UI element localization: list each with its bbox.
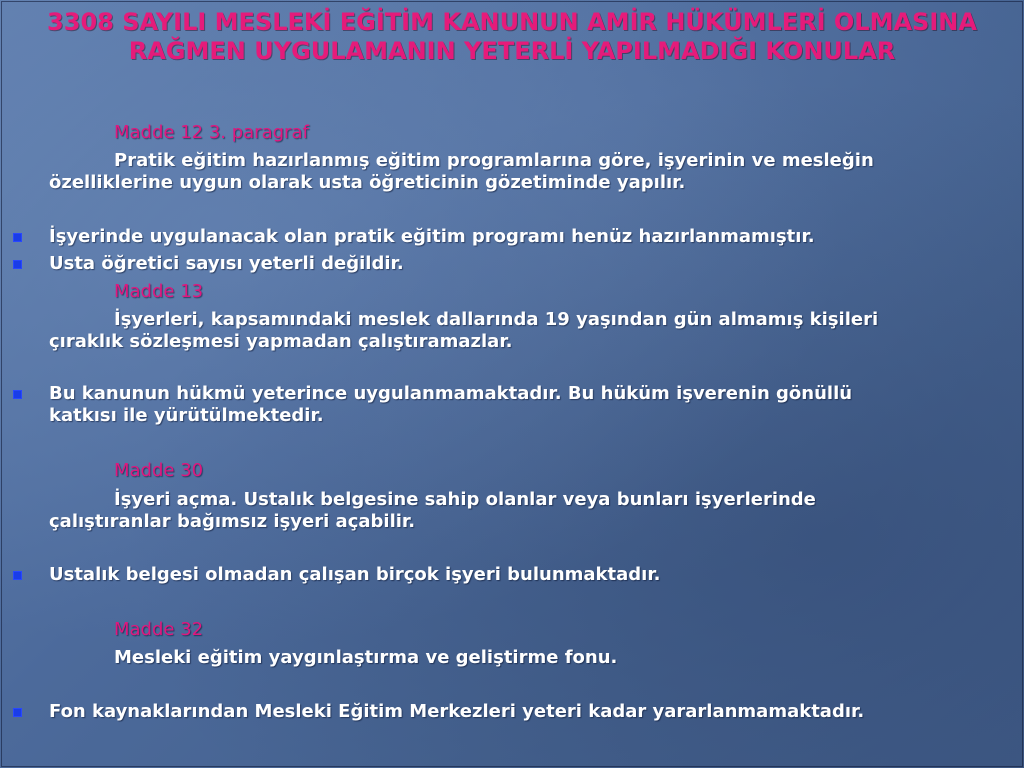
madde-32-text-line1: Mesleki eğitim yaygınlaştırma ve geliştirme fonu. (114, 647, 618, 668)
madde-30-heading: Madde 30 (114, 460, 204, 481)
madde-12-heading: Madde 12 3. paragraf (114, 122, 309, 143)
bullet-icon (14, 572, 21, 579)
madde-13-text-line1: İşyerleri, kapsamındaki meslek dallarında 19 yaşından gün almamış kişileri (114, 309, 879, 330)
madde-32-bullet: Fon kaynaklarından Mesleki Eğitim Merkezleri yeteri kadar yararlanmamaktadır. (49, 701, 865, 722)
bullet-icon (14, 261, 21, 268)
madde-30-text-line2: çalıştıranlar bağımsız işyeri açabilir. (49, 511, 416, 532)
madde-12-text-line1: Pratik eğitim hazırlanmış eğitim programlarına göre, işyerinin ve mesleğin (114, 150, 874, 171)
bullet-icon (14, 391, 21, 398)
madde-12-text-line2: özelliklerine uygun olarak usta öğreticinin gözetiminde yapılır. (49, 172, 686, 193)
madde-13-heading: Madde 13 (114, 281, 204, 302)
madde-13-text-line2: çıraklık sözleşmesi yapmadan çalıştıramazlar. (49, 331, 513, 352)
bullet-icon (14, 234, 21, 241)
bullet-icon (14, 709, 21, 716)
madde-13-bullet-line2: katkısı ile yürütülmektedir. (49, 405, 324, 426)
madde-30-bullet: Ustalık belgesi olmadan çalışan birçok işyeri bulunmaktadır. (49, 564, 661, 585)
madde-12-bullet-2: Usta öğretici sayısı yeterli değildir. (49, 253, 404, 274)
madde-13-bullet-line1: Bu kanunun hükmü yeterince uygulanmamaktadır. Bu hüküm işverenin gönüllü (49, 383, 853, 404)
madde-30-text-line1: İşyeri açma. Ustalık belgesine sahip olanlar veya bunları işyerlerinde (114, 489, 816, 510)
slide-title: 3308 SAYILI MESLEKİ EĞİTİM KANUNUN AMİR HÜKÜMLERİ OLMASINA RAĞMEN UYGULAMANIN YETERLİ YAPILMADIĞI KONULAR (47, 8, 977, 65)
madde-12-bullet-1: İşyerinde uygulanacak olan pratik eğitim programı henüz hazırlanmamıştır. (49, 226, 815, 247)
madde-32-heading: Madde 32 (114, 619, 204, 640)
